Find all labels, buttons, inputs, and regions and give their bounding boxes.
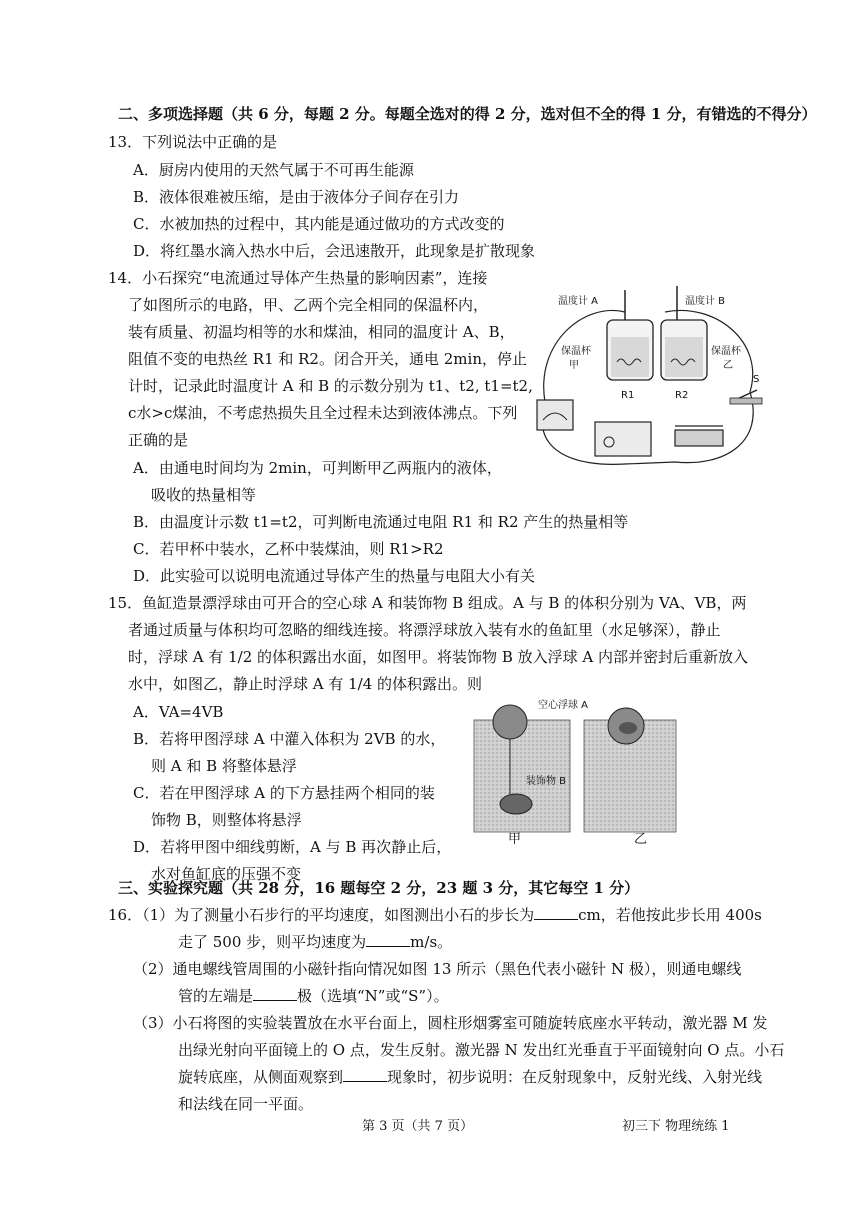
course-name: 初三下 物理统练 1 — [622, 1119, 730, 1134]
q15-option-c: C．若在甲图浮球 A 的下方悬挂两个相同的装 — [133, 784, 435, 802]
thermometer-b-label: 温度计 B — [685, 296, 726, 307]
q15-option-a: A．VA=4VB — [133, 703, 224, 721]
q14-option-d: D．此实验可以说明电流通过导体产生的热量与电阻大小有关 — [133, 567, 536, 585]
q14-option-a: A．由通电时间均为 2min，可判断甲乙两瓶内的液体， — [133, 459, 502, 477]
q13-option-d: D．将红墨水滴入热水中后，会迅速散开，此现象是扩散现象 — [133, 242, 536, 260]
q13-option-a: A．厨房内使用的天然气属于不可再生能源 — [133, 161, 414, 179]
q13-option-b: B．液体很难被压缩，是由于液体分子间存在引力 — [133, 188, 460, 206]
q15-option-c-cont: 饰物 B，则整体将悬浮 — [151, 811, 302, 829]
answer-blank[interactable] — [366, 932, 410, 947]
q14-circuit-figure — [525, 282, 770, 472]
q16-part1-text: 走了 500 步，则平均速度为 — [178, 933, 367, 951]
cup-right-label: 保温杯 — [711, 346, 741, 357]
q16-part2-text: 极（选填“N”或“S”）。 — [297, 987, 449, 1005]
q15-stem-line: 时，浮球 A 有 1/2 的体积露出水面，如图甲。将装饰物 B 放入浮球 A 内部并密封后重新放入 — [128, 648, 748, 666]
ornament-b-label: 装饰物 B — [526, 776, 567, 787]
q14-stem-line: 了如图所示的电路，甲、乙两个完全相同的保温杯内， — [128, 296, 489, 314]
q16-part1-line2 — [178, 932, 452, 952]
q15-caption-right: 乙 — [634, 832, 648, 847]
q13-option-c: C．水被加热的过程中，其内能是通过做功的方式改变的 — [133, 215, 505, 233]
q15-stem-line: 水中，如图乙，静止时浮球 A 有 1/4 的体积露出。则 — [128, 675, 483, 693]
q14-stem-line: 装有质量、初温均相等的水和煤油，相同的温度计 A、B， — [128, 323, 515, 341]
section3-title: 三、实验探究题（共 28 分，16 题每空 2 分，23 题 3 分，其它每空 1 分） — [118, 879, 640, 897]
answer-blank[interactable] — [343, 1067, 387, 1082]
q14-stem-line: 阻值不变的电热丝 R1 和 R2。闭合开关，通电 2min，停止 — [128, 350, 527, 368]
q15-caption-left: 甲 — [508, 832, 522, 847]
q16-part1-text: cm，若他按此步长用 400s — [578, 906, 762, 924]
answer-blank[interactable] — [253, 986, 297, 1001]
q13-stem: 13．下列说法中正确的是 — [108, 133, 278, 151]
q15-stem-line: 者通过质量与体积均可忽略的细线连接。将漂浮球放入装有水的鱼缸里（水足够深），静止 — [128, 621, 721, 639]
q16-part1-line1 — [108, 905, 762, 925]
q16-part1-text: m/s。 — [410, 933, 453, 951]
q14-stem-line: 14．小石探究“电流通过导体产生热量的影响因素”，连接 — [108, 269, 488, 287]
answer-blank[interactable] — [534, 905, 578, 920]
switch-label: S — [753, 374, 760, 385]
q14-stem-line: 正确的是 — [128, 431, 189, 449]
q15-fishtank-figure — [468, 692, 678, 842]
q16-part1-text: 16．（1）为了测量小石步行的平均速度，如图测出小石的步长为 — [108, 906, 535, 924]
cup-right-label-2: 乙 — [723, 360, 733, 371]
q16-part2-line2 — [178, 986, 449, 1006]
q14-option-c: C．若甲杯中装水，乙杯中装煤油，则 R1>R2 — [133, 540, 444, 558]
q15-option-b: B．若将甲图浮球 A 中灌入体积为 2VB 的水， — [133, 730, 446, 748]
q16-part2-text: 管的左端是 — [178, 987, 254, 1005]
q16-part3-line3 — [178, 1067, 762, 1087]
cup-left-label: 保温杯 — [561, 346, 591, 357]
float-ball-a-label: 空心浮球 A — [538, 700, 589, 711]
q15-option-d-cont: 水对鱼缸底的压强不变 — [151, 865, 302, 883]
q16-part3-text: 旋转底座，从侧面观察到 — [178, 1068, 344, 1086]
q14-option-a-cont: 吸收的热量相等 — [151, 486, 257, 504]
q14-stem-line: c水>c煤油，不考虑热损失且全过程未达到液体沸点。下列 — [128, 404, 518, 422]
thermometer-a-label: 温度计 A — [558, 296, 599, 307]
q16-part3-text: 现象时，初步说明：在反射现象中，反射光线、入射光线 — [387, 1068, 763, 1086]
q16-part3-line2: 出绿光射向平面镜上的 O 点，发生反射。激光器 N 发出红光垂直于平面镜射向 O 点。小石 — [178, 1041, 785, 1059]
q15-option-b-cont: 则 A 和 B 将整体悬浮 — [151, 757, 297, 775]
q16-part2-line1: （2）通电螺线管周围的小磁针指向情况如图 13 所示（黑色代表小磁针 N 极），则通电螺线 — [133, 960, 742, 978]
r1-label: R1 — [621, 390, 635, 401]
q16-part3-line1: （3）小石将图的实验装置放在水平台面上，圆柱形烟雾室可随旋转底座水平转动，激光器 M 发 — [133, 1014, 768, 1032]
q14-stem-line: 计时，记录此时温度计 A 和 B 的示数分别为 t1、t2, t1=t2, — [128, 377, 533, 395]
q16-part3-line4: 和法线在同一平面。 — [178, 1095, 314, 1113]
cup-left-label-2: 甲 — [569, 360, 579, 371]
q15-stem-line: 15．鱼缸造景漂浮球由可开合的空心球 A 和装饰物 B 组成。A 与 B 的体积分别为 VA、VB，两 — [108, 594, 747, 612]
q15-option-d: D．若将甲图中细线剪断，A 与 B 再次静止后， — [133, 838, 452, 856]
q14-option-b: B．由温度计示数 t1=t2，可判断电流通过电阻 R1 和 R2 产生的热量相等 — [133, 513, 629, 531]
page-number: 第 3 页（共 7 页） — [362, 1119, 474, 1134]
r2-label: R2 — [675, 390, 689, 401]
section2-title: 二、多项选择题（共 6 分，每题 2 分。每题全选对的得 2 分，选对但不全的得 1 分，有错选的不得分） — [118, 105, 817, 123]
